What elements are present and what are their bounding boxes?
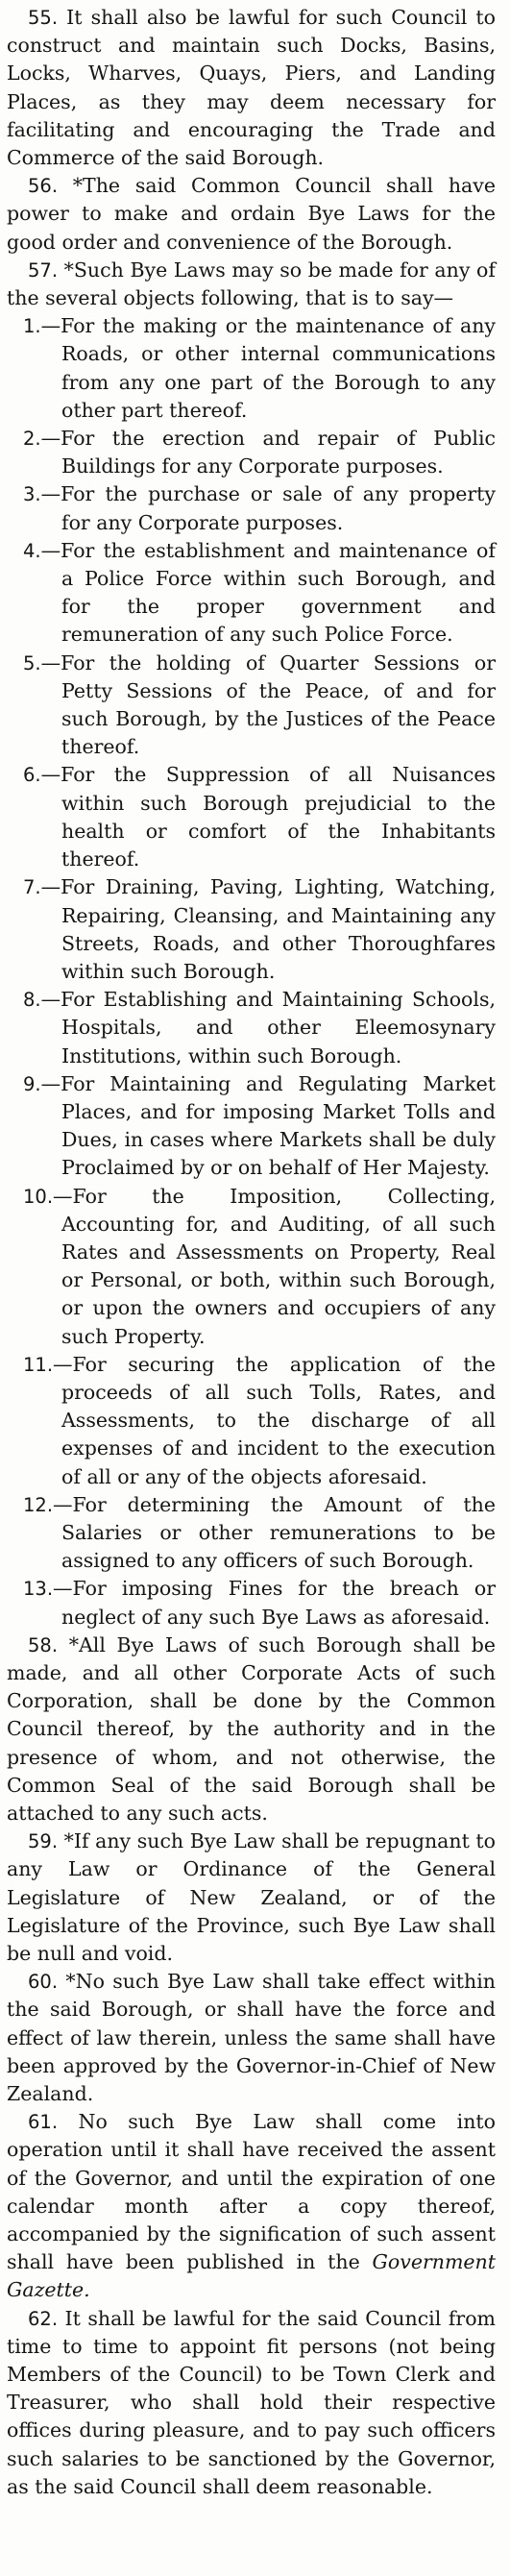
item-text: —For the erection and repair of Public Buildings for any Corporate purposes. bbox=[40, 427, 496, 478]
text-column bbox=[7, 4, 496, 2501]
section-60 bbox=[7, 1968, 496, 2108]
section-number: 59. bbox=[28, 1830, 59, 1853]
item-text: —For the Imposition, Collecting, Accounting for, and Auditing, of all such Rates and Assessments on Property, Real or Personal, or both, within such Borough, or upon the owners and occupiers of any such Property. bbox=[53, 1184, 496, 1348]
item-text: —For the holding of Quarter Sessions or Petty Sessions of the Peace, of and for such Borough, by the Justices of the Peace thereof. bbox=[40, 650, 496, 759]
list-item-5 bbox=[23, 650, 496, 762]
item-number: 9. bbox=[23, 1072, 41, 1095]
section-text: *The said Common Council shall have power to make and ordain Bye Laws for the good order and convenience of the Borough. bbox=[7, 174, 496, 254]
item-text: —For the establishment and maintenance of a Police Force within such Borough, and for the proper government and remuneration of any such Police Force. bbox=[40, 538, 496, 647]
item-text: —For Maintaining and Regulating Market Places, and for imposing Market Tolls and Dues, in cases where Markets shall be duly Proclaimed by or on behalf of Her Majesty. bbox=[40, 1071, 496, 1180]
item-number: 5. bbox=[23, 651, 41, 675]
list-item-7 bbox=[23, 873, 496, 986]
item-text: —For securing the application of the proceeds of all such Tolls, Rates, and Assessments, to the discharge of all expenses of and incident to the execution of all or any of the objects aforesaid. bbox=[53, 1352, 496, 1488]
section-55 bbox=[7, 4, 496, 172]
section-61 bbox=[7, 2108, 496, 2304]
item-number: 12. bbox=[23, 1493, 54, 1516]
section-58 bbox=[7, 1631, 496, 1828]
section-57 bbox=[7, 257, 496, 312]
item-text: —For Draining, Paving, Lighting, Watching, Repairing, Cleansing, and Maintaining any Streets, Roads, and other Thoroughfares within such Borough. bbox=[40, 875, 496, 983]
item-text: —For imposing Fines for the breach or neglect of any such Bye Laws as aforesaid. bbox=[53, 1577, 496, 1629]
section-59 bbox=[7, 1828, 496, 1968]
section-text: *No such Bye Law shall take effect within the said Borough, or shall have the force and effect of law therein, unless the same shall have been approved by the Governor-in-Chief of New Zealand. bbox=[7, 1970, 496, 2106]
item-text: —For determining the Amount of the Salaries or other remunerations to be assigned to any officers of such Borough. bbox=[53, 1492, 496, 1573]
section-text: *If any such Bye Law shall be repugnant to any Law or Ordinance of the General Legislature of New Zealand, or of the Legislature of the Province, such Bye Law shall be null and void. bbox=[7, 1829, 496, 1966]
section-number: 56. bbox=[28, 175, 59, 198]
item-text: —For the purchase or sale of any property for any Corporate purposes. bbox=[40, 482, 496, 534]
section-number: 60. bbox=[28, 1971, 59, 1994]
list-item-8 bbox=[23, 986, 496, 1070]
item-number: 3. bbox=[23, 483, 41, 506]
item-number: 13. bbox=[23, 1578, 54, 1601]
list-item-13 bbox=[23, 1575, 496, 1631]
section-62 bbox=[7, 2305, 496, 2501]
list-item-2 bbox=[23, 425, 496, 480]
section-text: *Such Bye Laws may so be made for any of the several objects following, that is to say— bbox=[7, 258, 496, 310]
item-number: 2. bbox=[23, 428, 41, 451]
item-text: —For the making or the maintenance of any Roads, or other internal communications from any one part of the Borough to any other part thereof. bbox=[40, 314, 496, 422]
list-item-1 bbox=[23, 312, 496, 425]
list-item-12 bbox=[23, 1491, 496, 1576]
section-56 bbox=[7, 172, 496, 257]
list-item-6 bbox=[23, 761, 496, 873]
list-item-10 bbox=[23, 1183, 496, 1351]
section-number: 55. bbox=[28, 7, 59, 29]
list-item-11 bbox=[23, 1351, 496, 1491]
section-number: 61. bbox=[28, 2111, 59, 2134]
item-number: 4. bbox=[23, 539, 41, 562]
item-number: 7. bbox=[23, 876, 41, 899]
item-number: 10. bbox=[23, 1185, 54, 1208]
section-text: No such Bye Law shall come into operation until it shall have received the assent of the Governor, and until the expiration of one calendar month after a copy thereof, accompanied by the signification of such assent shall have been published in the bbox=[7, 2110, 496, 2274]
section-number: 62. bbox=[28, 2307, 59, 2330]
item-number: 1. bbox=[23, 315, 41, 338]
item-number: 8. bbox=[23, 989, 41, 1012]
list-item-3 bbox=[23, 480, 496, 536]
item-number: 6. bbox=[23, 764, 41, 787]
section-number: 58. bbox=[28, 1633, 59, 1656]
list-item-4 bbox=[23, 537, 496, 650]
section-text: It shall be lawful for the said Council from time to time to appoint fit persons (not being Members of the Council) to be Town Clerk and Treasurer, who shall hold their respective offices during pleasure, and to pay such officers such salaries to be sanctioned by the Governor, as the said Council shall deem reasonable. bbox=[7, 2306, 496, 2498]
item-text: —For the Suppression of all Nuisances within such Borough prejudicial to the health or comfort of the Inhabitants thereof. bbox=[40, 763, 496, 871]
item-text: —For Establishing and Maintaining Schools, Hospitals, and other Eleemosynary Institutions, within such Borough. bbox=[40, 988, 496, 1067]
section-number: 57. bbox=[28, 258, 59, 282]
section-text: It shall also be lawful for such Council to construct and maintain such Docks, Basins, Locks, Wharves, Quays, Piers, and Landing Places, as they may deem necessary for facilitating and encouraging the Trade and Commerce of the said Borough. bbox=[7, 6, 496, 170]
section-text: *All Bye Laws of such Borough shall be made, and all other Corporate Acts of such Corporation, shall be done by the Common Council thereof, by the authority and in the presence of whom, and not otherwise, the Common Seal of the said Borough shall be attached to any such acts. bbox=[7, 1632, 496, 1825]
list-item-9 bbox=[23, 1070, 496, 1183]
gazette-title: Government Gazette. bbox=[7, 2250, 496, 2302]
item-number: 11. bbox=[23, 1353, 54, 1376]
